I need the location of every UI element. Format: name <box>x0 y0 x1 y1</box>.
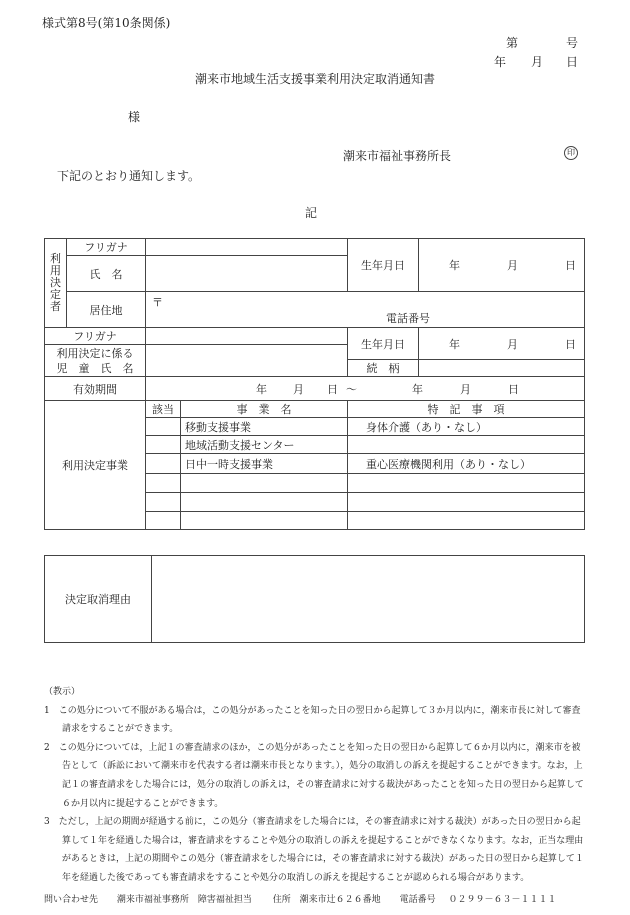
document-title: 潮来市地域生活支援事業利用決定取消通知書 <box>194 72 435 86</box>
relation-field[interactable] <box>419 360 585 377</box>
postal-mark: 〒 <box>152 296 163 309</box>
validity-end-day: 日 <box>508 382 519 396</box>
service-label: 利用決定事業 <box>45 401 146 530</box>
validity-tilde: ～ <box>346 382 357 396</box>
service-check[interactable] <box>146 493 181 512</box>
notice-item-1: 1 この処分について不服がある場合は，この処分があったことを知った日の翌日から起算して３か月以内に，潮来市長に対して審査請求をすることができます。 <box>44 705 581 735</box>
footer-contact <box>44 892 604 905</box>
recipient-table <box>44 238 585 530</box>
child-dob-month: 月 <box>507 337 518 351</box>
phone-label: 電話番号 <box>386 312 430 325</box>
dob-day: 日 <box>565 259 576 272</box>
validity-end-year: 年 <box>412 382 423 396</box>
reason-table <box>44 555 585 643</box>
dob-field[interactable] <box>419 239 585 292</box>
col-notes: 特 記 事 項 <box>348 401 585 418</box>
validity-start-month: 月 <box>293 382 304 396</box>
service-check[interactable] <box>146 436 181 454</box>
addressee-suffix: 様 <box>128 110 141 124</box>
service-name: 日中一時支援事業 <box>181 454 348 474</box>
service-name: 地域活動支援センター <box>181 436 348 454</box>
service-note <box>348 436 585 454</box>
notice-section <box>44 683 589 888</box>
service-check[interactable] <box>146 454 181 474</box>
footer-address-label: 住所 <box>272 895 291 905</box>
address-field[interactable] <box>146 292 585 328</box>
address-label: 居住地 <box>67 292 146 328</box>
child-dob-field[interactable] <box>419 328 585 360</box>
child-dob-day: 日 <box>565 337 576 351</box>
ki-label: 記 <box>305 206 318 220</box>
service-name[interactable] <box>181 474 348 493</box>
service-name[interactable] <box>181 493 348 512</box>
service-note[interactable] <box>348 474 585 493</box>
validity-start-year: 年 <box>256 382 267 396</box>
child-dob-year: 年 <box>449 337 460 351</box>
footer-office: 潮来市福祉事務所 障害福祉担当 <box>116 895 252 905</box>
service-check[interactable] <box>146 474 181 493</box>
service-name: 移動支援事業 <box>181 418 348 436</box>
service-name[interactable] <box>181 512 348 530</box>
dob-year: 年 <box>449 259 460 272</box>
document-number-prefix: 第 <box>506 36 519 50</box>
validity-label: 有効期間 <box>45 377 146 401</box>
child-furigana-label: フリガナ <box>45 328 146 345</box>
service-note[interactable] <box>348 512 585 530</box>
validity-field[interactable] <box>146 377 585 401</box>
notice-item-2: 2 この処分については，上記１の審査請求のほか，この処分があったことを知った日の翌日から起算して６か月以内に，潮来市を被告として（訴訟において潮来市を代表する者は潮来市長となります。），処分の取消しの訴えを提起することができます。なお，上記１の審査請求をした場合には，処分の取消しの訴えは，その審査請求に対する裁決があったことを知った日の翌日から起算して６か月以内に提起することができます。 <box>44 742 584 809</box>
furigana-field[interactable] <box>146 239 348 256</box>
footer-phone: ０２９９－６３－１１１１ <box>448 895 557 905</box>
footer-phone-label: 電話番号 <box>399 895 436 905</box>
reason-label: 決定取消理由 <box>45 556 152 643</box>
name-label: 氏 名 <box>67 256 146 292</box>
validity-end-month: 月 <box>460 382 471 396</box>
col-applicable: 該当 <box>146 401 181 418</box>
child-name-label: 利用決定に係る 児 童 氏 名 <box>45 345 146 377</box>
footer-inquiry: 問い合わせ先 <box>44 895 99 905</box>
footer-address: 潮来市辻６２６番地 <box>299 895 381 905</box>
seal-icon: 印 <box>564 146 578 160</box>
furigana-label: フリガナ <box>67 239 146 256</box>
service-check[interactable] <box>146 512 181 530</box>
notice-item-3: 3 ただし，上記の期間が経過する前に，この処分（審査請求をした場合には，その審査請求に対する裁決）があった日の翌日から起算して１年を経過した場合は，審査請求をすることや処分の取消しの訴えを提起することができなくなります。なお，正当な理由があるときは，上記の期間やこの処分（審査請求をした場合には，その審査請求に対する裁決）があった日の翌日から起算して１年を経過した後であっても審査請求をすることや処分の取消しの訴えを提起することが認められる場合があります。 <box>44 817 584 883</box>
validity-start-day: 日 <box>327 382 338 396</box>
issuer-name: 潮来市福祉事務所長 <box>343 149 452 163</box>
document-number-suffix: 号 <box>566 36 579 50</box>
child-furigana-field[interactable] <box>146 328 348 345</box>
dob-label: 生年月日 <box>348 239 419 292</box>
recipient-group-label: 利用決定者 <box>45 239 67 328</box>
service-note: 重心医療機関利用（あり・なし） <box>348 454 585 474</box>
reason-field[interactable] <box>152 556 585 643</box>
service-note: 身体介護（あり・なし） <box>348 418 585 436</box>
date-month-label: 月 <box>531 55 544 69</box>
date-year-label: 年 <box>494 55 507 69</box>
col-business: 事 業 名 <box>181 401 348 418</box>
child-name-field[interactable] <box>146 345 348 377</box>
dob-month: 月 <box>507 259 518 272</box>
name-field[interactable] <box>146 256 348 292</box>
relation-label: 続 柄 <box>348 360 419 377</box>
date-day-label: 日 <box>566 55 579 69</box>
child-dob-label: 生年月日 <box>348 328 419 360</box>
service-note[interactable] <box>348 493 585 512</box>
intro-text: 下記のとおり通知します。 <box>57 169 201 183</box>
form-number: 様式第8号(第10条関係) <box>42 16 171 30</box>
notice-heading: （教示） <box>44 687 81 697</box>
service-check[interactable] <box>146 418 181 436</box>
